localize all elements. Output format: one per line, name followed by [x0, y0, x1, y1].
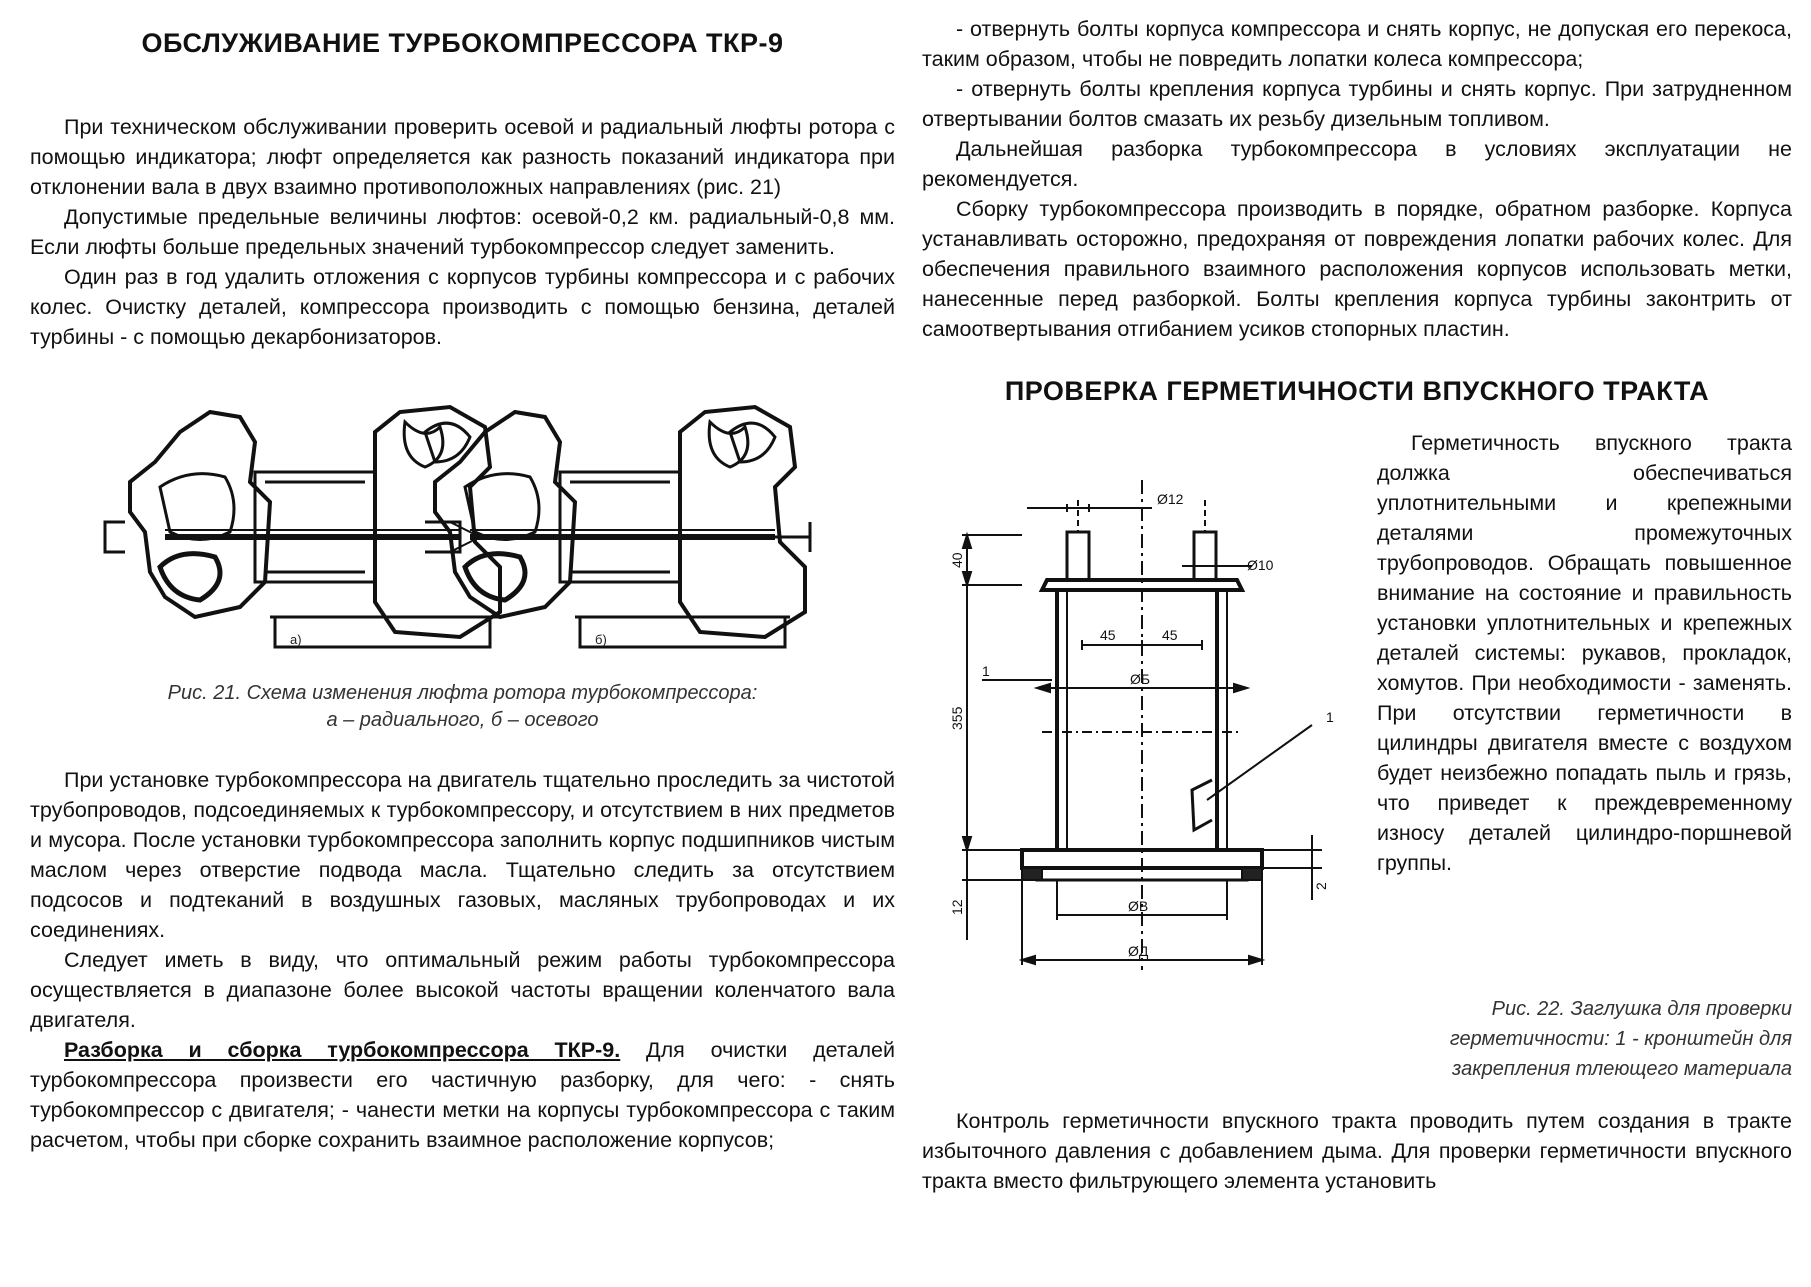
- paragraph-optimal-mode: Следует иметь в виду, что оптимальный режим работы турбокомпрессора осуществляется в диапазоне более высокой частоты вращении коленчатого вала двигателя.: [30, 948, 895, 1032]
- figure-21-label-b: б): [595, 632, 607, 647]
- plug-diagram: [922, 440, 1372, 980]
- figure-21-caption-line2: а – радиального, б – осевого: [326, 709, 599, 731]
- section-title-maintenance: ОБСЛУЖИВАНИЕ ТУРБОКОМПРЕССОРА ТКР-9: [141, 28, 784, 58]
- subheading-disassembly: Разборка и сборка турбокомпрессора ТКР-9.: [64, 1038, 621, 1062]
- dim-d12: Ø12: [1157, 491, 1184, 507]
- figure-21: [30, 362, 895, 731]
- label-1-bracket: 1: [1326, 709, 1334, 725]
- label-1-left: 1: [982, 663, 990, 679]
- dim-dv: ØВ: [1128, 898, 1149, 914]
- paragraph-disassembly: [30, 1035, 895, 1155]
- figure-22-caption-line2: герметичности: 1 - кронштейн для: [1449, 1028, 1792, 1050]
- dim-d10: Ø10: [1247, 557, 1274, 573]
- dim-2: 2: [1313, 882, 1329, 890]
- turbocharger-diagram: [30, 372, 895, 672]
- dim-12: 12: [949, 899, 965, 915]
- paragraph-remove-turbine-housing: - отвернуть болты крепления корпуса турбины и снять корпус. При затрудненном отвертывании болтов смазать их резьбу дизельным топливом.: [922, 77, 1792, 131]
- figure-22-caption-line3: закрепления тлеющего материала: [1452, 1058, 1792, 1080]
- dim-45-left: 45: [1100, 627, 1116, 643]
- paragraph-smoke-test: Контроль герметичности впускного тракта проводить путем создания в тракте избыточного давления с добавлением дыма. Для проверки герметичности впускного тракта вместо фильтрующего элемента установить: [922, 1109, 1792, 1193]
- paragraph-further-disassembly: Дальнейшая разборка турбокомпрессора в условиях эксплуатации не рекомендуется.: [922, 137, 1792, 191]
- paragraph-play-limits: Допустимые предельные величины люфтов: осевой-0,2 км. радиальный-0,8 мм. Если люфты больше предельных значений турбокомпрессор следует заменить.: [30, 205, 895, 259]
- figure-21-caption-line1: Рис. 21. Схема изменения люфта ротора турбокомпрессора:: [167, 682, 758, 704]
- paragraph-intake-tightness: Герметичность впускного тракта должка обеспечиваться уплотнительными и крепежными деталями промежуточных трубопроводов. Обращать повышенное внимание на состояние и правильность установки уплотнительных и крепежных деталей системы: рукавов, прокладок, хомутов. При необходимости - заменять. При отсутствии герметичности в цилиндры двигателя вместе с воздухом будет неизбежно попадать пыль и грязь, что приведет к преждевременному износу деталей цилиндро-поршневой группы.: [1377, 431, 1792, 875]
- section-title-intake-tightness: ПРОВЕРКА ГЕРМЕТИЧНОСТИ ВПУСКНОГО ТРАКТА: [1004, 376, 1710, 406]
- paragraph-installation: При установке турбокомпрессора на двигатель тщательно проследить за чистотой трубопроводов, подсоединяемых к турбокомпрессору, и отсутствием в них предметов и мусора. После установки турбокомпрессора заполнить корпус подшипников чистым маслом через отверстие подвода масла. Тщательно следить за отсутствием подсосов и подтеканий в воздушных газовых, масляных трубопроводах и их соединениях.: [30, 768, 895, 942]
- dim-355: 355: [949, 706, 965, 730]
- paragraph-assembly: Сборку турбокомпрессора производить в порядке, обратном разборке. Корпуса устанавливать осторожно, предохраняя от повреждения лопатки рабочих колес. Для обеспечения правильного взаимного расположения корпусов использовать метки, нанесенные перед разборкой. Болты крепления корпуса турбины законтрить от самоотвертывания отгибанием усиков стопорных пластин.: [922, 197, 1792, 341]
- paragraph-cleaning: Один раз в год удалить отложения с корпусов турбины компрессора и с рабочих колес. Очистку деталей, компрессора производить с помощью бензина, деталей турбины - с помощью декарбонизаторов.: [30, 265, 895, 349]
- figure-22-caption-line1: Рис. 22. Заглушка для проверки: [1491, 998, 1792, 1020]
- paragraph-play-check: При техническом обслуживании проверить осевой и радиальный люфты ротора с помощью индикатора; люфт определяется как разность показаний индикатора при отклонении вала в двух взаимно противоположных направлениях (рис. 21): [30, 115, 895, 199]
- dim-dd: ØД: [1128, 943, 1149, 959]
- left-column: [30, 28, 895, 1155]
- dim-40: 40: [949, 552, 965, 568]
- paragraph-disassembly-text: Для очистки деталей турбокомпрессора произвести его частичную разборку, для чего: - снять турбокомпрессор с двигателя; - чанести метки на корпусы турбокомпрессора с таким расчетом, чтобы при сборке сохранить взаимное расположение корпусов;: [30, 1038, 895, 1152]
- dim-45-right: 45: [1162, 627, 1178, 643]
- dim-db: ØБ: [1130, 671, 1151, 687]
- paragraph-remove-compressor-housing: - отвернуть болты корпуса компрессора и снять корпус, не допуская его перекоса, таким образом, чтобы не повредить лопатки колеса компрессора;: [922, 17, 1792, 71]
- right-column: [922, 14, 1792, 1196]
- figure-22-block: [922, 420, 1792, 1100]
- figure-21-label-a: а): [290, 632, 302, 647]
